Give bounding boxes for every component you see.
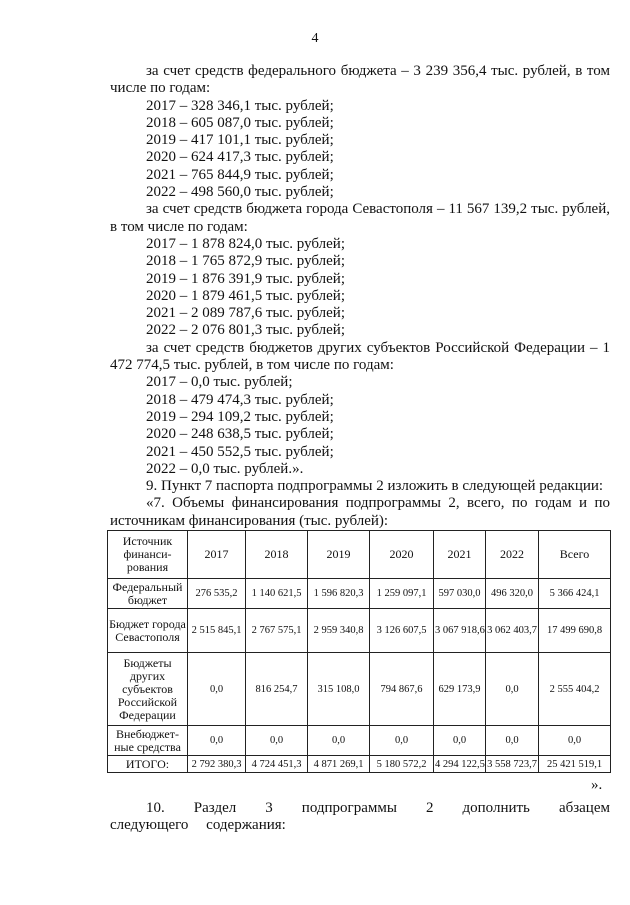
regions-budget-intro: за счет средств бюджетов других субъектов Российской Федерации – 1 472 774,5 тыс. рублей, в том числе по годам:	[110, 339, 610, 374]
cell-value: 276 535,2	[188, 579, 246, 609]
document-body	[110, 63, 610, 530]
closing-quote: ».	[591, 777, 603, 793]
cell-value: 315 108,0	[308, 653, 370, 726]
row-source: Внебюджет-ные средства	[108, 726, 188, 756]
regions-year-line: 2022 – 0,0 тыс. рублей.».	[146, 460, 304, 477]
regions-year-line: 2017 – 0,0 тыс. рублей;	[146, 374, 293, 391]
federal-year-line: 2022 – 498 560,0 тыс. рублей;	[146, 184, 334, 201]
federal-year-line: 2021 – 765 844,9 тыс. рублей;	[146, 166, 334, 183]
cell-value: 3 067 918,6	[434, 609, 486, 653]
column-header-total: Всего	[539, 531, 611, 579]
cell-value: 25 421 519,1	[539, 756, 611, 773]
cell-value: 4 871 269,1	[308, 756, 370, 773]
page-number: 4	[311, 31, 319, 46]
city-budget-intro: за счет средств бюджета города Севастополя – 11 567 139,2 тыс. рублей, в том числе по годам:	[110, 201, 610, 235]
table-row	[108, 579, 611, 609]
cell-value: 3 126 607,5	[370, 609, 434, 653]
cell-value: 0,0	[434, 726, 486, 756]
federal-year-line: 2019 – 417 101,1 тыс. рублей;	[146, 132, 334, 149]
column-header-year: 2019	[308, 531, 370, 579]
cell-value: 5 366 424,1	[539, 579, 611, 609]
city-year-line: 2022 – 2 076 801,3 тыс. рублей;	[146, 322, 345, 339]
cell-value: 4 724 451,3	[246, 756, 308, 773]
row-source: Федеральный бюджет	[108, 579, 188, 609]
cell-value: 0,0	[246, 726, 308, 756]
cell-value: 17 499 690,8	[539, 609, 611, 653]
cell-value: 2 555 404,2	[539, 653, 611, 726]
federal-year-line: 2018 – 605 087,0 тыс. рублей;	[146, 114, 334, 131]
regions-year-line: 2019 – 294 109,2 тыс. рублей;	[146, 408, 334, 425]
cell-value: 597 030,0	[434, 579, 486, 609]
city-year-line: 2019 – 1 876 391,9 тыс. рублей;	[146, 270, 345, 287]
cell-value: 0,0	[308, 726, 370, 756]
cell-value: 1 140 621,5	[246, 579, 308, 609]
cell-value: 794 867,6	[370, 653, 434, 726]
cell-value: 496 320,0	[486, 579, 539, 609]
regions-year-line: 2018 – 479 474,3 тыс. рублей;	[146, 391, 334, 408]
cell-value: 5 180 572,2	[370, 756, 434, 773]
table-header-row	[108, 531, 611, 579]
table-row	[108, 609, 611, 653]
city-year-line: 2020 – 1 879 461,5 тыс. рублей;	[146, 287, 345, 304]
cell-value: 0,0	[486, 653, 539, 726]
city-year-line: 2017 – 1 878 824,0 тыс. рублей;	[146, 235, 345, 252]
federal-year-line: 2020 – 624 417,3 тыс. рублей;	[146, 149, 334, 166]
item-10-block	[110, 800, 610, 835]
financing-table	[107, 530, 611, 773]
cell-value: 1 259 097,1	[370, 579, 434, 609]
cell-value: 0,0	[539, 726, 611, 756]
table-row	[108, 653, 611, 726]
regions-year-line: 2020 – 248 638,5 тыс. рублей;	[146, 426, 334, 443]
column-header-year: 2017	[188, 531, 246, 579]
city-year-line: 2018 – 1 765 872,9 тыс. рублей;	[146, 253, 345, 270]
column-header-year: 2018	[246, 531, 308, 579]
cell-value: 0,0	[188, 726, 246, 756]
row-source: Бюджет города Севастополя	[108, 609, 188, 653]
cell-value: 2 792 380,3	[188, 756, 246, 773]
cell-value: 3 558 723,7	[486, 756, 539, 773]
column-header-year: 2021	[434, 531, 486, 579]
federal-year-line: 2017 – 328 346,1 тыс. рублей;	[146, 97, 334, 114]
item-10-paragraph: 10. Раздел 3 подпрограммы 2 дополнить абзацем следующего содержания:	[110, 800, 610, 834]
cell-value: 629 173,9	[434, 653, 486, 726]
cell-value: 2 767 575,1	[246, 609, 308, 653]
regions-year-line: 2021 – 450 552,5 тыс. рублей;	[146, 443, 334, 460]
table-total-row	[108, 756, 611, 773]
row-source: Бюджеты других субъектов Российской Федерации	[108, 653, 188, 726]
cell-value: 816 254,7	[246, 653, 308, 726]
cell-value: 0,0	[486, 726, 539, 756]
city-year-line: 2021 – 2 089 787,6 тыс. рублей;	[146, 305, 345, 322]
cell-value: 1 596 820,3	[308, 579, 370, 609]
table-row	[108, 726, 611, 756]
row-source: ИТОГО:	[108, 756, 188, 773]
cell-value: 2 515 845,1	[188, 609, 246, 653]
column-header-year: 2020	[370, 531, 434, 579]
cell-value: 0,0	[188, 653, 246, 726]
item-9-paragraph: 9. Пункт 7 паспорта подпрограммы 2 изложить в следующей редакции:	[146, 478, 604, 495]
federal-budget-intro: за счет средств федерального бюджета – 3 239 356,4 тыс. рублей, в том числе по годам:	[110, 63, 610, 97]
cell-value: 2 959 340,8	[308, 609, 370, 653]
column-header-source: Источник финанси-рования	[108, 531, 188, 579]
cell-value: 0,0	[370, 726, 434, 756]
item-7-header: «7. Объемы финансирования подпрограммы 2, всего, по годам и по источникам финансирования (тыс. рублей):	[110, 495, 610, 529]
cell-value: 4 294 122,5	[434, 756, 486, 773]
column-header-year: 2022	[486, 531, 539, 579]
cell-value: 3 062 403,7	[486, 609, 539, 653]
